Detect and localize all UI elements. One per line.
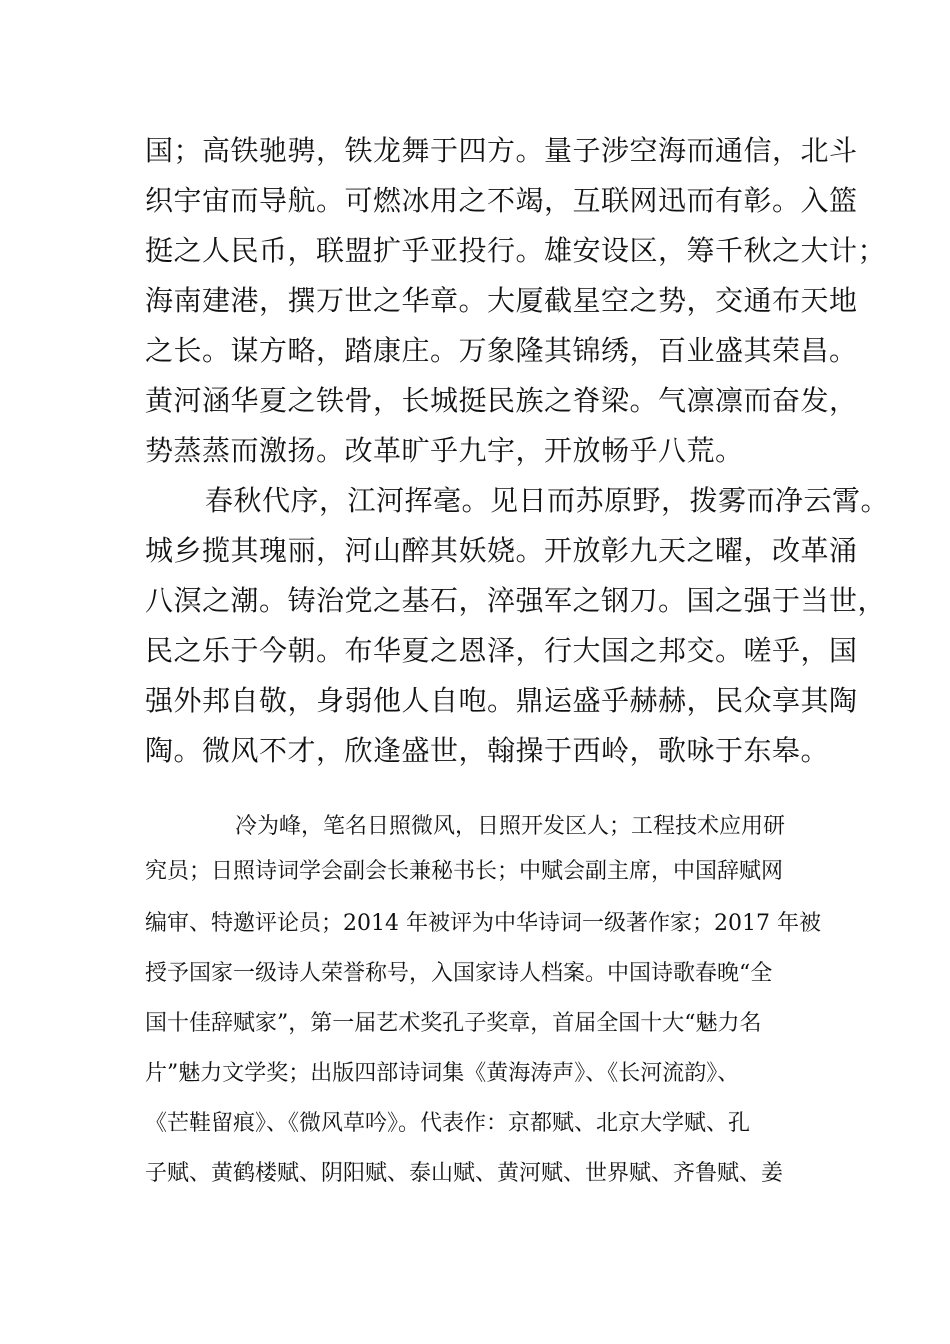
bio-line-first: 冷为峰，笔名日照微风，日照开发区人；工程技术应用研	[235, 814, 786, 839]
poem-line: 城乡揽其瑰丽，河山醉其妖娆。开放彰九天之曜，改革涌	[145, 534, 858, 567]
poem-line: 黄河涵华夏之铁骨，长城挺民族之脊梁。气凛凛而奋发，	[145, 384, 858, 417]
bio-line: 编审、特邀评论员；2014 年被评为中华诗词一级著作家；2017 年被	[145, 911, 821, 936]
poem-line: 势蒸蒸而激扬。改革旷乎九宇，开放畅乎八荒。	[145, 434, 744, 467]
poem-line: 海南建港，撰万世之华章。大厦截星空之势，交通布天地	[145, 284, 858, 317]
poem-line: 八溟之潮。铸治党之基石，淬强军之钢刀。国之强于当世，	[145, 584, 887, 617]
bio-line: 国十佳辞赋家”，第一届艺术奖孔子奖章，首届全国十大“魅力名	[145, 1011, 762, 1036]
poem-line: 之长。谋方略，踏康庄。万象隆其锦绣，百业盛其荣昌。	[145, 334, 858, 367]
poem-line: 挺之人民币，联盟扩乎亚投行。雄安设区，筹千秋之大计；	[145, 234, 887, 267]
poem-line: 强外邦自敬，身弱他人自咆。鼎运盛乎赫赫，民众享其陶	[145, 684, 858, 717]
bio-line: 子赋、黄鹤楼赋、阴阳赋、泰山赋、黄河赋、世界赋、齐鲁赋、姜	[145, 1161, 784, 1186]
bio-line: 究员；日照诗词学会副会长兼秘书长；中赋会副主席，中国辞赋网	[145, 859, 784, 884]
poem-line: 民之乐于今朝。布华夏之恩泽，行大国之邦交。嗟乎，国	[145, 634, 858, 667]
bio-line: 《芒鞋留痕》、《微风草吟》。代表作：京都赋、北京大学赋、孔	[145, 1111, 751, 1136]
poem-line: 陶。微风不才，欣逢盛世，翰操于西岭，歌咏于东皋。	[145, 734, 830, 767]
poem-line: 织宇宙而导航。可燃冰用之不竭，互联网迅而有彰。入篮	[145, 184, 858, 217]
poem-paragraph-start: 春秋代序，江河挥毫。见日而苏原野，拨雾而净云霄。	[205, 484, 890, 517]
bio-line: 片”魅力文学奖；出版四部诗词集《黄海涛声》、《长河流韵》、	[145, 1061, 740, 1086]
poem-line: 国；高铁驰骋，铁龙舞于四方。量子涉空海而通信，北斗	[145, 134, 858, 167]
bio-line: 授予国家一级诗人荣誉称号，入国家诗人档案。中国诗歌春晚“全	[145, 961, 773, 986]
